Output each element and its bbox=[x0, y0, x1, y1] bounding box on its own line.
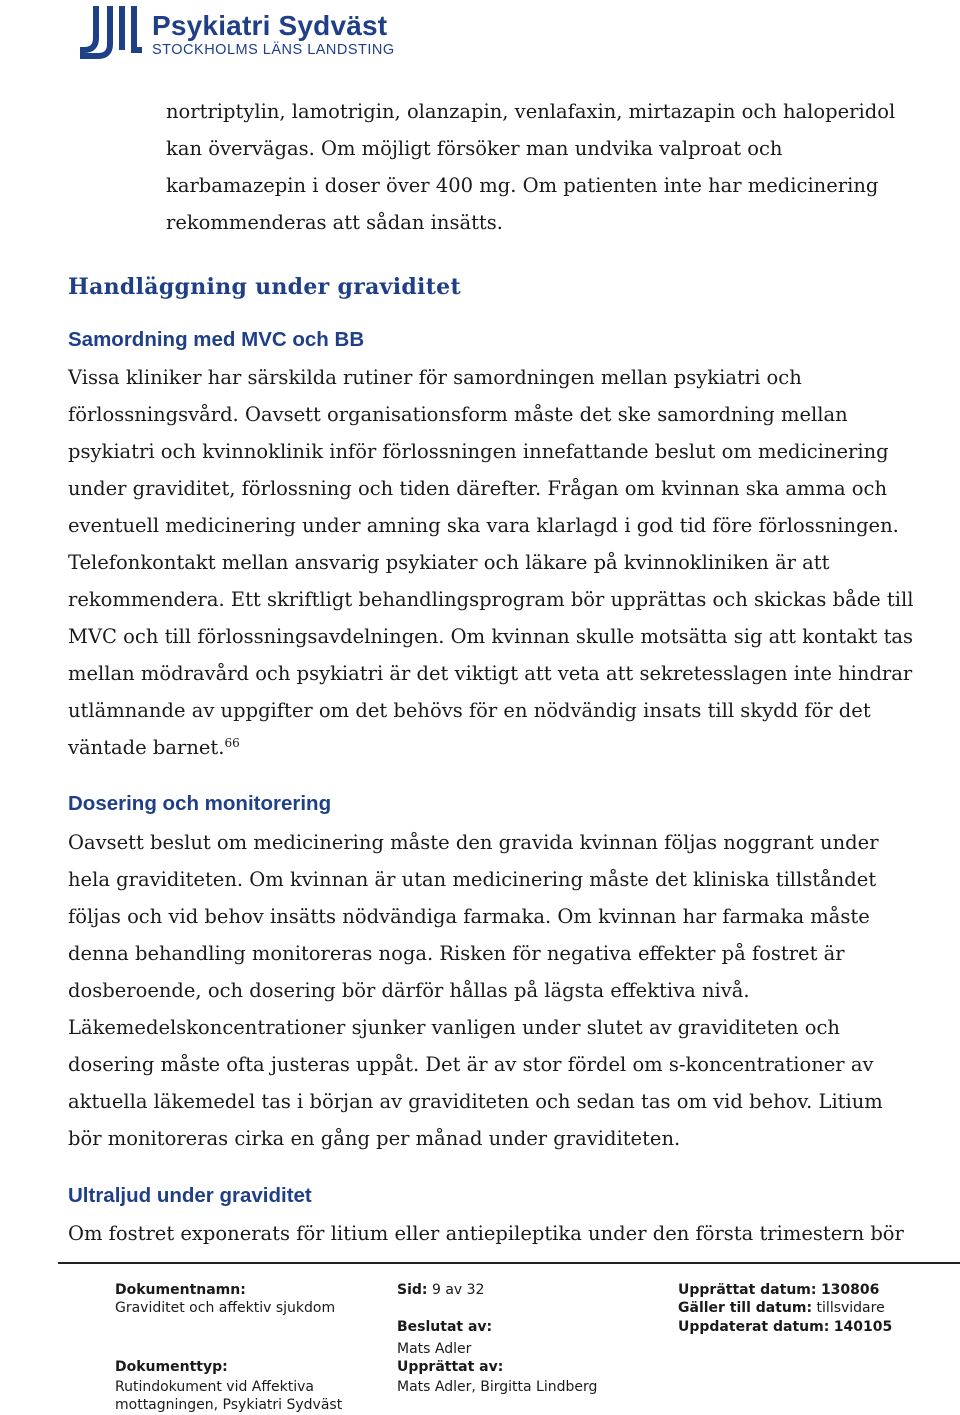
text-line: Om fostret exponerats för litium eller antiepileptika under den första trimestern bör bbox=[68, 1222, 904, 1245]
text-line: kan övervägas. Om möjligt försöker man undvika valproat och bbox=[166, 137, 783, 160]
updated-date-value: 140105 bbox=[833, 1319, 893, 1335]
text-line: förlossningsvård. Oavsett organisationsform måste det ske samordning mellan bbox=[68, 403, 848, 426]
text-line: Oavsett beslut om medicinering måste den gravida kvinnan följas noggrant under bbox=[68, 831, 879, 854]
text-line: psykiatri och kvinnoklinik inför förlossningen innefattande beslut om medicinering bbox=[68, 440, 889, 463]
doctype-value-line-2: mottagningen, Psykiatri Sydväst bbox=[115, 1397, 343, 1413]
text-line: följas och vid behov insätts nödvändiga farmaka. Om kvinnan har farmaka måste bbox=[68, 905, 870, 928]
text-line bbox=[68, 729, 928, 766]
text-line: bör monitoreras cirka en gång per månad under graviditeten. bbox=[68, 1127, 681, 1150]
text-line: hela graviditeten. Om kvinnan är utan medicinering måste det kliniska tillståndet bbox=[68, 868, 877, 891]
updated-date: Uppdaterat datum: 140105 bbox=[678, 1319, 893, 1335]
page-info: Sid: 9 av 32 bbox=[397, 1282, 485, 1298]
org-name: Psykiatri Sydväst bbox=[152, 10, 388, 41]
text-line: dosering måste ofta justeras uppåt. Det är av stor fördel om s-koncentrationer av bbox=[68, 1053, 874, 1076]
subsection-heading-ultraljud: Ultraljud under graviditet bbox=[68, 1184, 312, 1207]
text-line: dosberoende, och dosering bör därför hållas på lägsta effektiva nivå. bbox=[68, 979, 750, 1002]
created-date-value: 130806 bbox=[820, 1282, 880, 1298]
decided-label: Beslutat av: bbox=[397, 1319, 493, 1335]
page-number: 9 av 32 bbox=[431, 1282, 485, 1298]
document-footer bbox=[0, 1272, 960, 1414]
ultraljud-paragraph bbox=[68, 1215, 928, 1252]
text-line: rekommenderas att sådan insätts. bbox=[166, 211, 503, 234]
text-line: Läkemedelskoncentrationer sjunker vanligen under slutet av graviditeten och bbox=[68, 1016, 840, 1039]
doctype-value-line-1: Rutindokument vid Affektiva bbox=[115, 1379, 314, 1395]
subsection-heading-samordning: Samordning med MVC och BB bbox=[68, 328, 365, 351]
prepared-by-label: Upprättat av: bbox=[397, 1359, 504, 1375]
text-line: denna behandling monitoreras noga. Risken för negativa effekter på fostret är bbox=[68, 942, 845, 965]
decided-value: Mats Adler bbox=[397, 1341, 472, 1357]
text-line: eventuell medicinering under amning ska vara klarlagd i god tid före förlossningen. bbox=[68, 514, 899, 537]
intro-paragraph bbox=[166, 93, 926, 241]
footnote-reference[interactable]: 66 bbox=[224, 736, 240, 750]
subsection-heading-dosering: Dosering och monitorering bbox=[68, 792, 332, 815]
valid-date-value: tillsvidare bbox=[816, 1300, 885, 1316]
text-line: MVC och till förlossningsavdelningen. Om kvinnan skulle motsätta sig att kontakt tas bbox=[68, 625, 914, 648]
docname-label: Dokumentnamn: bbox=[115, 1282, 246, 1298]
text-line-end: väntade barnet. bbox=[68, 736, 225, 759]
header bbox=[78, 4, 418, 60]
text-line: utlämnande av uppgifter om det behövs för en nödvändig insats till skydd för det bbox=[68, 699, 871, 722]
text-line: rekommendera. Ett skriftligt behandlingsprogram bör upprättas och skickas både till bbox=[68, 588, 914, 611]
samordning-paragraph bbox=[68, 359, 928, 766]
text-line: Telefonkontakt mellan ansvarig psykiater och läkare på kvinnokliniken är att bbox=[68, 551, 830, 574]
docname-value: Graviditet och affektiv sjukdom bbox=[115, 1300, 336, 1316]
prepared-by-value: Mats Adler, Birgitta Lindberg bbox=[397, 1379, 598, 1395]
doctype-label: Dokumenttyp: bbox=[115, 1359, 228, 1375]
created-date: Upprättat datum: 130806 bbox=[678, 1282, 880, 1298]
text-line: karbamazepin i doser över 400 mg. Om patienten inte har medicinering bbox=[166, 174, 879, 197]
text-line: aktuella läkemedel tas i början av graviditeten och sedan tas om vid behov. Litium bbox=[68, 1090, 883, 1113]
org-subtitle: STOCKHOLMS LÄNS LANDSTING bbox=[152, 42, 395, 58]
text-line: Vissa kliniker har särskilda rutiner för samordningen mellan psykiatri och bbox=[68, 366, 802, 389]
text-line: nortriptylin, lamotrigin, olanzapin, venlafaxin, mirtazapin och haloperidol bbox=[166, 100, 896, 123]
psykiatri-sydvast-logo-icon bbox=[78, 4, 144, 60]
valid-date: Gäller till datum: tillsvidare bbox=[678, 1300, 885, 1316]
text-line: mellan mödravård och psykiatri är det viktigt att veta att sekretesslagen inte hindrar bbox=[68, 662, 913, 685]
footer-divider bbox=[58, 1262, 960, 1264]
text-line: under graviditet, förlossning och tiden därefter. Frågan om kvinnan ska amma och bbox=[68, 477, 888, 500]
dosering-paragraph bbox=[68, 824, 928, 1157]
section-heading: Handläggning under graviditet bbox=[68, 274, 461, 300]
